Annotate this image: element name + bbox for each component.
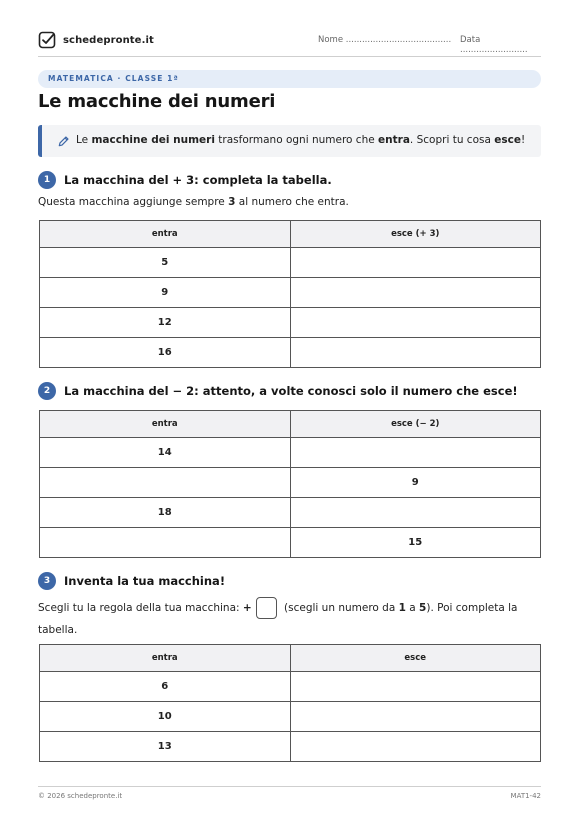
table-minus-2 — [39, 410, 541, 558]
cell-esce-answer[interactable] — [290, 438, 541, 468]
section-1-instruction: Questa macchina aggiunge sempre 3 al numero che entra. — [38, 196, 349, 208]
table-row — [40, 702, 541, 732]
cell-entra: 16 — [40, 338, 291, 368]
section-3-instruction: Scegli tu la regola della tua macchina: + (scegli un numero da 1 a 5). Poi completa la tabella. — [38, 597, 541, 641]
cell-entra-answer[interactable] — [40, 468, 291, 498]
section-number-badge: 2 — [38, 382, 56, 400]
logo-text: schedepronte.it — [63, 34, 154, 46]
section-1-heading — [38, 171, 332, 189]
table-custom-machine — [39, 644, 541, 762]
rule-number-box[interactable] — [256, 597, 277, 619]
name-field: Nome ....................................... — [318, 35, 452, 45]
cell-esce-answer[interactable] — [290, 732, 541, 762]
table-row — [40, 278, 541, 308]
cell-esce-answer[interactable] — [290, 248, 541, 278]
cell-entra-answer[interactable] — [40, 528, 291, 558]
column-header-entra: entra — [40, 221, 291, 248]
section-title: Inventa la tua macchina! — [64, 574, 226, 588]
cell-esce-answer[interactable] — [290, 278, 541, 308]
column-header-esce: esce — [290, 645, 541, 672]
page-title: Le macchine dei numeri — [38, 91, 276, 112]
table-plus-3 — [39, 220, 541, 368]
cell-entra: 12 — [40, 308, 291, 338]
table-row — [40, 732, 541, 762]
cell-esce-answer[interactable] — [290, 702, 541, 732]
table-row — [40, 338, 541, 368]
cell-esce-answer[interactable] — [290, 308, 541, 338]
intro-callout — [38, 125, 541, 157]
page-footer — [38, 786, 541, 800]
cell-entra: 6 — [40, 672, 291, 702]
page-header — [38, 29, 541, 57]
cell-esce-answer[interactable] — [290, 498, 541, 528]
logo — [38, 31, 154, 49]
table-row — [40, 308, 541, 338]
column-header-entra: entra — [40, 645, 291, 672]
section-2-heading — [38, 382, 518, 400]
checkbox-logo-icon — [38, 31, 56, 49]
cell-entra: 9 — [40, 278, 291, 308]
table-row — [40, 528, 541, 558]
column-header-entra: entra — [40, 411, 291, 438]
subject-tag — [38, 70, 541, 88]
cell-entra: 10 — [40, 702, 291, 732]
intro-text: Le macchine dei numeri trasformano ogni numero che entra. Scopri tu cosa esce! — [76, 134, 526, 146]
worksheet-code: MAT1-42 — [510, 792, 541, 800]
cell-esce: 15 — [290, 528, 541, 558]
table-row — [40, 498, 541, 528]
column-header-esce: esce (− 2) — [290, 411, 541, 438]
table-row — [40, 672, 541, 702]
section-number-badge: 1 — [38, 171, 56, 189]
cell-entra: 5 — [40, 248, 291, 278]
cell-entra: 14 — [40, 438, 291, 468]
section-3-heading — [38, 572, 225, 590]
table-row — [40, 468, 541, 498]
table-row — [40, 248, 541, 278]
cell-esce: 9 — [290, 468, 541, 498]
copyright-text: © 2026 schedepronte.it — [38, 792, 123, 800]
cell-entra: 13 — [40, 732, 291, 762]
section-title: La macchina del + 3: completa la tabella. — [64, 173, 332, 187]
section-number-badge: 3 — [38, 572, 56, 590]
subject-tag-label: MATEMATICA · CLASSE 1ª — [48, 74, 179, 83]
pencil-icon — [57, 135, 70, 148]
cell-entra: 18 — [40, 498, 291, 528]
table-row — [40, 438, 541, 468]
section-title: La macchina del − 2: attento, a volte conosci solo il numero che esce! — [64, 384, 518, 398]
cell-esce-answer[interactable] — [290, 338, 541, 368]
column-header-esce: esce (+ 3) — [290, 221, 541, 248]
date-field: Data ......................... — [460, 35, 528, 55]
cell-esce-answer[interactable] — [290, 672, 541, 702]
